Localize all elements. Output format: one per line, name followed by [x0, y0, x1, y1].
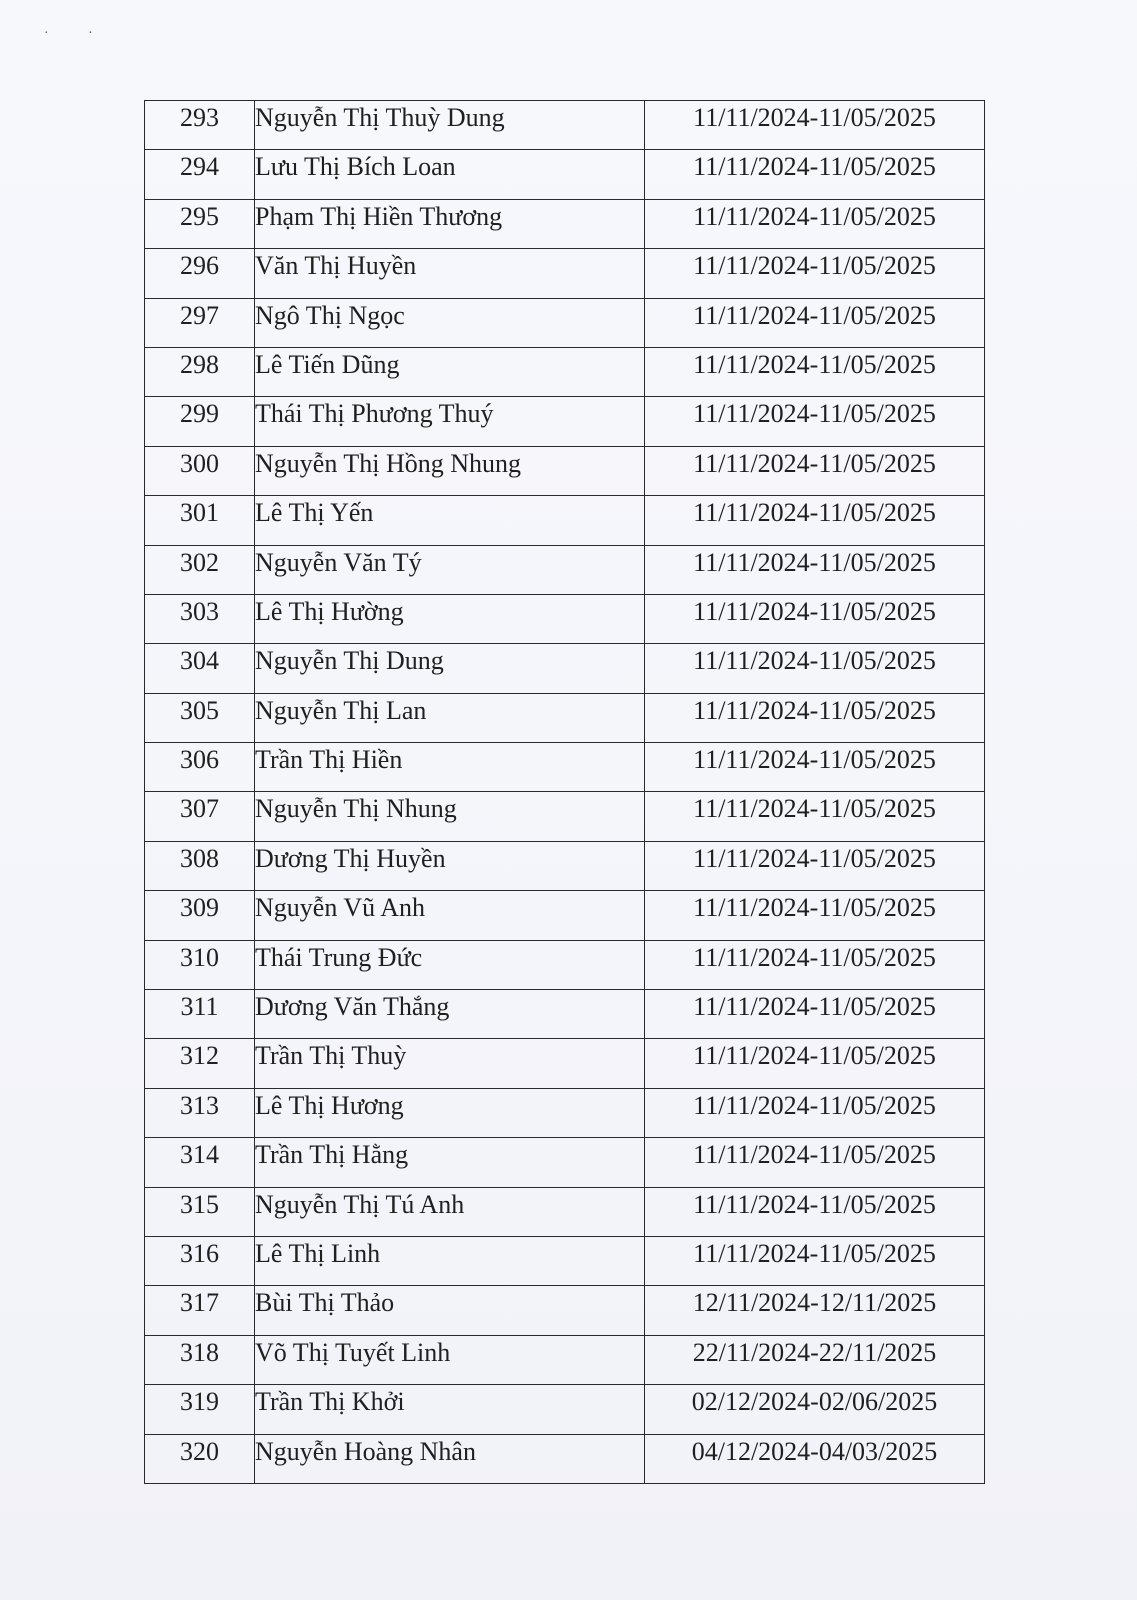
date-range-cell [645, 644, 985, 693]
date-range-text: 11/11/2024-11/05/2025 [693, 596, 936, 626]
date-range-text: 11/11/2024-11/05/2025 [693, 1090, 936, 1120]
row-number-cell [145, 693, 255, 742]
date-range-cell [645, 545, 985, 594]
date-range-text: 11/11/2024-11/05/2025 [693, 103, 936, 132]
person-name-cell [255, 743, 645, 792]
person-name-text: Dương Văn Thắng [255, 992, 450, 1022]
date-range-cell [645, 594, 985, 643]
person-name-text: Nguyễn Thị Tú Anh [255, 1189, 465, 1219]
row-number-cell [145, 1236, 255, 1285]
date-range-text: 11/11/2024-11/05/2025 [693, 1238, 936, 1268]
row-number-cell [145, 1434, 255, 1483]
row-number-text: 318 [180, 1337, 219, 1367]
person-name-cell [255, 1236, 645, 1285]
person-name-text: Trần Thị Khởi [255, 1387, 405, 1417]
table-row [145, 841, 985, 890]
person-name-cell [255, 446, 645, 495]
table-row [145, 249, 985, 298]
person-name-cell [255, 199, 645, 248]
date-range-text: 11/11/2024-11/05/2025 [693, 201, 936, 231]
person-name-cell [255, 1434, 645, 1483]
row-number-cell [145, 1286, 255, 1335]
person-name-cell [255, 693, 645, 742]
person-name-text: Thái Trung Đức [255, 942, 423, 972]
row-number-cell [145, 1335, 255, 1384]
table-row [145, 150, 985, 199]
date-range-text: 11/11/2024-11/05/2025 [693, 992, 936, 1022]
row-number-text: 307 [180, 794, 219, 824]
row-number-cell [145, 594, 255, 643]
date-range-cell [645, 1385, 985, 1434]
date-range-cell [645, 1187, 985, 1236]
row-number-cell [145, 940, 255, 989]
date-range-text: 11/11/2024-11/05/2025 [693, 794, 936, 824]
date-range-cell [645, 792, 985, 841]
table-row [145, 594, 985, 643]
row-number-text: 306 [180, 745, 219, 775]
person-name-text: Nguyễn Thị Hồng Nhung [255, 448, 522, 478]
date-range-text: 11/11/2024-11/05/2025 [693, 300, 936, 330]
date-range-cell [645, 496, 985, 545]
row-number-cell [145, 397, 255, 446]
row-number-text: 312 [180, 1041, 219, 1071]
person-name-text: Nguyễn Thị Lan [255, 695, 427, 725]
person-name-text: Nguyễn Văn Tý [255, 547, 422, 577]
date-range-cell [645, 841, 985, 890]
date-range-cell [645, 1335, 985, 1384]
table-body [145, 101, 985, 1484]
table-row [145, 1039, 985, 1088]
date-range-text: 11/11/2024-11/05/2025 [693, 893, 936, 923]
date-range-cell [645, 150, 985, 199]
table-row [145, 1385, 985, 1434]
date-range-cell [645, 1286, 985, 1335]
person-name-text: Nguyễn Vũ Anh [255, 893, 425, 923]
date-range-cell [645, 990, 985, 1039]
date-range-cell [645, 1039, 985, 1088]
row-number-cell [145, 150, 255, 199]
table-row [145, 693, 985, 742]
row-number-text: 311 [180, 992, 219, 1022]
person-name-text: Lê Thị Hường [255, 596, 404, 626]
table-row [145, 1088, 985, 1137]
table-row [145, 1286, 985, 1335]
row-number-cell [145, 1138, 255, 1187]
person-name-cell [255, 792, 645, 841]
row-number-text: 297 [180, 300, 219, 330]
row-number-text: 298 [180, 349, 219, 379]
date-range-text: 11/11/2024-11/05/2025 [693, 448, 936, 478]
date-range-cell [645, 249, 985, 298]
row-number-text: 319 [180, 1387, 219, 1417]
person-name-cell [255, 841, 645, 890]
date-range-text: 22/11/2024-22/11/2025 [692, 1337, 937, 1367]
date-range-cell [645, 397, 985, 446]
row-number-text: 320 [180, 1436, 219, 1466]
table-row [145, 298, 985, 347]
date-range-cell [645, 693, 985, 742]
row-number-cell [145, 1039, 255, 1088]
date-range-text: 11/11/2024-11/05/2025 [693, 399, 936, 429]
date-range-cell [645, 743, 985, 792]
person-name-text: Nguyễn Hoàng Nhân [255, 1436, 476, 1466]
table-row [145, 199, 985, 248]
row-number-text: 303 [180, 596, 219, 626]
person-name-text: Nguyễn Thị Nhung [255, 794, 457, 824]
date-range-text: 04/12/2024-04/03/2025 [691, 1436, 938, 1466]
person-name-cell [255, 1088, 645, 1137]
table-row [145, 792, 985, 841]
date-range-text: 11/11/2024-11/05/2025 [693, 1140, 936, 1170]
table-row [145, 1335, 985, 1384]
row-number-cell [145, 644, 255, 693]
person-name-text: Văn Thị Huyền [255, 251, 417, 281]
row-number-cell [145, 891, 255, 940]
person-name-cell [255, 1138, 645, 1187]
date-range-cell [645, 1138, 985, 1187]
row-number-text: 309 [180, 893, 219, 923]
date-range-text: 11/11/2024-11/05/2025 [693, 843, 936, 873]
row-number-cell [145, 1187, 255, 1236]
row-number-cell [145, 1088, 255, 1137]
person-name-cell [255, 397, 645, 446]
row-number-cell [145, 1385, 255, 1434]
person-name-cell [255, 594, 645, 643]
person-name-text: Ngô Thị Ngọc [255, 300, 405, 330]
row-number-text: 299 [180, 399, 219, 429]
person-name-text: Trần Thị Hằng [255, 1140, 409, 1170]
scan-specks: · · [44, 26, 111, 41]
row-number-text: 304 [180, 646, 219, 676]
person-name-text: Lưu Thị Bích Loan [255, 152, 456, 182]
date-range-text: 11/11/2024-11/05/2025 [693, 547, 936, 577]
date-range-cell [645, 891, 985, 940]
person-name-cell [255, 150, 645, 199]
person-name-cell [255, 101, 645, 150]
person-name-text: Lê Thị Yến [255, 498, 374, 528]
table-row [145, 1138, 985, 1187]
table-row [145, 940, 985, 989]
person-name-cell [255, 545, 645, 594]
row-number-cell [145, 101, 255, 150]
person-name-cell [255, 1039, 645, 1088]
date-range-text: 11/11/2024-11/05/2025 [693, 349, 936, 379]
row-number-text: 313 [180, 1090, 219, 1120]
date-range-text: 11/11/2024-11/05/2025 [693, 646, 936, 676]
person-name-text: Võ Thị Tuyết Linh [255, 1337, 451, 1367]
person-name-text: Dương Thị Huyền [255, 843, 446, 873]
row-number-text: 316 [180, 1238, 219, 1268]
date-range-cell [645, 1236, 985, 1285]
person-name-text: Lê Tiến Dũng [255, 349, 400, 379]
date-range-cell [645, 298, 985, 347]
row-number-text: 293 [180, 103, 219, 132]
record-table [144, 100, 985, 1484]
row-number-text: 305 [180, 695, 219, 725]
table-row [145, 496, 985, 545]
row-number-cell [145, 496, 255, 545]
row-number-text: 296 [180, 251, 219, 281]
date-range-text: 11/11/2024-11/05/2025 [693, 1189, 936, 1219]
date-range-text: 02/12/2024-02/06/2025 [691, 1387, 938, 1417]
row-number-cell [145, 545, 255, 594]
person-name-text: Thái Thị Phương Thuý [255, 399, 494, 429]
row-number-cell [145, 990, 255, 1039]
person-name-text: Lê Thị Hương [255, 1090, 404, 1120]
date-range-cell [645, 101, 985, 150]
table-row [145, 990, 985, 1039]
person-name-cell [255, 1187, 645, 1236]
table-row [145, 545, 985, 594]
row-number-text: 317 [180, 1288, 219, 1318]
person-name-cell [255, 496, 645, 545]
person-name-cell [255, 1286, 645, 1335]
row-number-text: 294 [180, 152, 219, 182]
date-range-cell [645, 446, 985, 495]
date-range-text: 11/11/2024-11/05/2025 [693, 695, 936, 725]
person-name-cell [255, 249, 645, 298]
date-range-text: 11/11/2024-11/05/2025 [693, 1041, 936, 1071]
row-number-text: 302 [180, 547, 219, 577]
date-range-cell [645, 940, 985, 989]
date-range-text: 12/11/2024-12/11/2025 [692, 1288, 937, 1318]
person-name-cell [255, 347, 645, 396]
person-name-cell [255, 1385, 645, 1434]
table-row [145, 1434, 985, 1483]
row-number-text: 300 [180, 448, 219, 478]
person-name-text: Trần Thị Thuỳ [255, 1041, 407, 1071]
person-name-cell [255, 298, 645, 347]
row-number-cell [145, 249, 255, 298]
row-number-cell [145, 792, 255, 841]
date-range-text: 11/11/2024-11/05/2025 [693, 251, 936, 281]
table-row [145, 446, 985, 495]
row-number-cell [145, 446, 255, 495]
person-name-text: Trần Thị Hiền [255, 745, 403, 775]
date-range-cell [645, 347, 985, 396]
table-row [145, 644, 985, 693]
date-range-cell [645, 1088, 985, 1137]
row-number-cell [145, 347, 255, 396]
person-name-text: Nguyễn Thị Thuỳ Dung [255, 103, 505, 132]
person-name-text: Lê Thị Linh [255, 1238, 381, 1268]
table-row [145, 101, 985, 150]
person-name-text: Nguyễn Thị Dung [255, 646, 444, 676]
date-range-text: 11/11/2024-11/05/2025 [693, 498, 936, 528]
person-name-cell [255, 891, 645, 940]
table-row [145, 891, 985, 940]
row-number-text: 314 [180, 1140, 219, 1170]
date-range-cell [645, 199, 985, 248]
person-name-cell [255, 990, 645, 1039]
row-number-text: 310 [180, 942, 219, 972]
date-range-cell [645, 1434, 985, 1483]
table-row [145, 1236, 985, 1285]
row-number-cell [145, 841, 255, 890]
row-number-cell [145, 199, 255, 248]
table-row [145, 1187, 985, 1236]
row-number-text: 315 [180, 1189, 219, 1219]
date-range-text: 11/11/2024-11/05/2025 [693, 942, 936, 972]
person-name-text: Phạm Thị Hiền Thương [255, 201, 503, 231]
table-row [145, 743, 985, 792]
person-name-cell [255, 940, 645, 989]
row-number-cell [145, 743, 255, 792]
row-number-text: 295 [180, 201, 219, 231]
row-number-cell [145, 298, 255, 347]
person-name-text: Bùi Thị Thảo [255, 1288, 395, 1318]
person-name-cell [255, 1335, 645, 1384]
row-number-text: 301 [180, 498, 219, 528]
date-range-text: 11/11/2024-11/05/2025 [693, 152, 936, 182]
table-row [145, 347, 985, 396]
table-row [145, 397, 985, 446]
row-number-text: 308 [180, 843, 219, 873]
person-name-cell [255, 644, 645, 693]
date-range-text: 11/11/2024-11/05/2025 [693, 745, 936, 775]
